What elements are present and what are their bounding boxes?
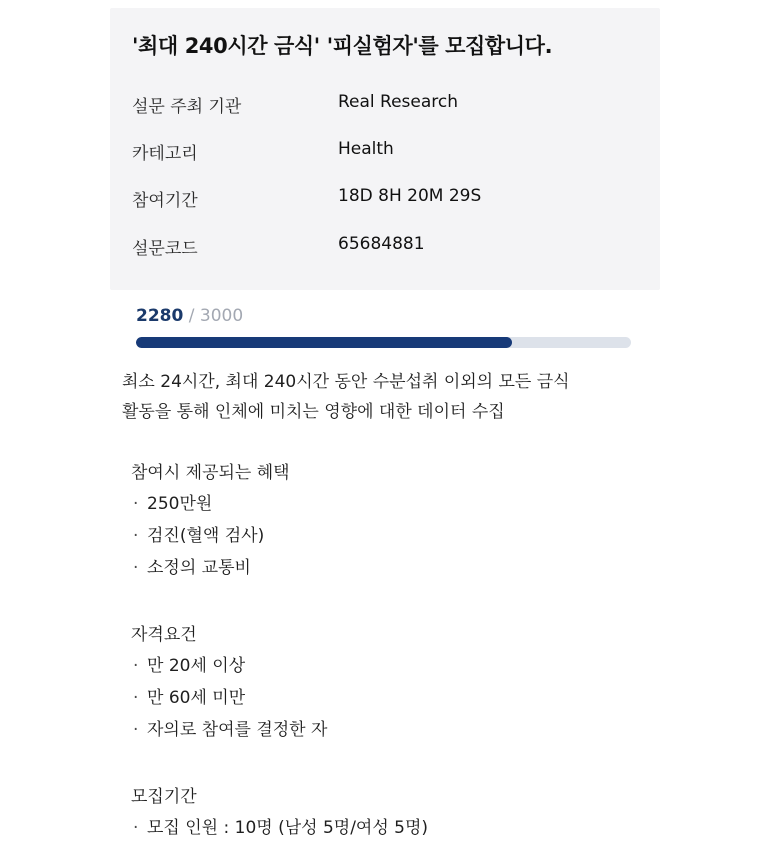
bullet-dot: ·	[133, 494, 139, 514]
participant-count	[136, 306, 243, 326]
requirement-item: · 만 60세 미만	[131, 682, 327, 714]
description-line-2: 활동을 통해 인체에 미치는 영향에 대한 데이터 수집	[122, 402, 505, 422]
participant-total: 3000	[199, 306, 244, 326]
survey-info-card	[110, 8, 660, 290]
participant-progress-fill	[136, 337, 512, 348]
requirements-title: 자격요건	[131, 625, 197, 645]
organizer-label: 설문 주최 기관	[132, 97, 242, 117]
info-row-organizer	[132, 92, 632, 118]
survey-title: '최대 240시간 금식' '피실험자'를 모집합니다.	[132, 34, 553, 58]
bullet-dot: ·	[133, 688, 139, 708]
survey-description	[122, 367, 682, 427]
bullet-dot: ·	[133, 818, 139, 838]
organizer-value: Real Research	[338, 92, 459, 112]
recruitment-section	[131, 782, 428, 844]
survey-code-label: 설문코드	[132, 239, 198, 259]
benefit-item: · 소정의 교통비	[131, 552, 290, 584]
participant-progress-bar	[136, 337, 631, 348]
info-row-survey-code	[132, 234, 632, 260]
bullet-dot: ·	[133, 526, 139, 546]
recruitment-title: 모집기간	[131, 787, 197, 807]
requirements-section	[131, 620, 327, 746]
info-row-period	[132, 186, 632, 212]
description-line-1: 최소 24시간, 최대 240시간 동안 수분섭취 이외의 모든 금식	[122, 372, 570, 392]
recruitment-item: · 모집 인원 : 10명 (남성 5명/여성 5명)	[131, 812, 428, 844]
benefits-title: 참여시 제공되는 혜택	[131, 463, 290, 483]
benefits-section	[131, 458, 290, 584]
period-label: 참여기간	[132, 191, 198, 211]
info-row-category	[132, 139, 632, 165]
participant-separator: /	[183, 306, 200, 326]
requirement-item: · 만 20세 이상	[131, 650, 327, 682]
period-countdown: 18D 8H 20M 29S	[338, 186, 482, 206]
benefit-item: · 250만원	[131, 488, 290, 520]
category-label: 카테고리	[132, 144, 198, 164]
benefit-item: · 검진(혈액 검사)	[131, 520, 290, 552]
requirement-item: · 자의로 참여를 결정한 자	[131, 714, 327, 746]
survey-code-value: 65684881	[338, 234, 425, 254]
bullet-dot: ·	[133, 656, 139, 676]
bullet-dot: ·	[133, 558, 139, 578]
bullet-dot: ·	[133, 720, 139, 740]
category-value: Health	[338, 139, 394, 159]
participant-current: 2280	[136, 306, 184, 326]
